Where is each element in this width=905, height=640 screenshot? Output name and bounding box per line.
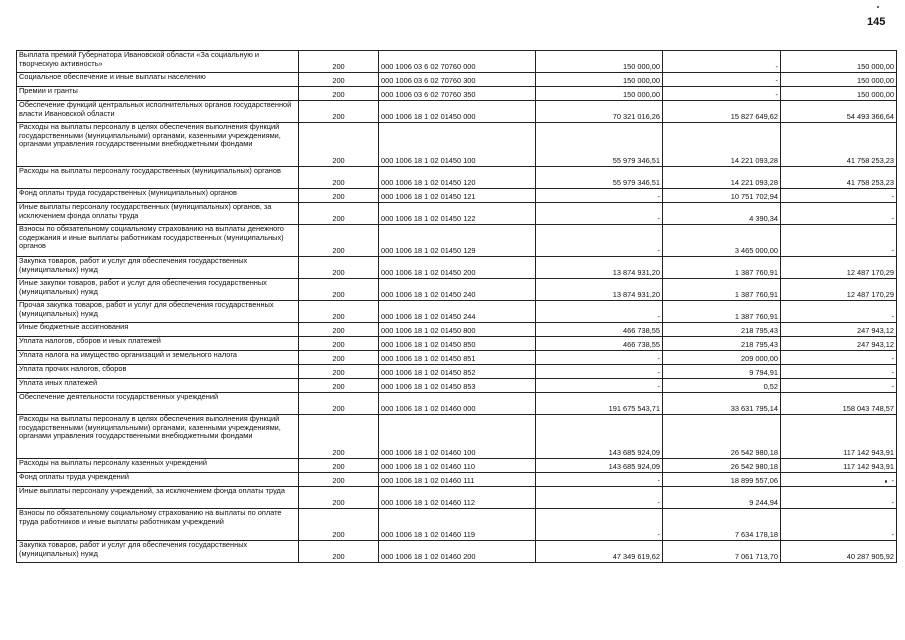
row-budget-code-cell: 000 1006 03 6 02 70760 000 [379, 51, 536, 73]
row-executed-amount-cell: - [663, 73, 781, 87]
row-name-cell: Премии и гранты [17, 87, 299, 101]
row-budget-code-cell: 000 1006 03 6 02 70760 300 [379, 73, 536, 87]
row-remaining-amount-cell: 12 487 170,29 [781, 257, 897, 279]
row-remaining-amount-cell: 150 000,00 [781, 73, 897, 87]
table-row [17, 393, 897, 415]
row-admin-code-cell: 200 [299, 73, 379, 87]
row-executed-amount-cell: 15 827 649,62 [663, 101, 781, 123]
row-executed-amount-cell: 218 795,43 [663, 337, 781, 351]
row-remaining-amount-cell: 117 142 943,91 [781, 459, 897, 473]
row-executed-amount-cell: 1 387 760,91 [663, 301, 781, 323]
row-executed-amount-cell: 7 634 178,18 [663, 509, 781, 541]
row-budget-code-cell: 000 1006 18 1 02 01450 852 [379, 365, 536, 379]
row-admin-code-cell: 200 [299, 123, 379, 167]
row-admin-code-cell: 200 [299, 189, 379, 203]
row-budget-code-cell: 000 1006 18 1 02 01450 122 [379, 203, 536, 225]
row-name-cell: Иные бюджетные ассигнования [17, 323, 299, 337]
row-budget-code-cell: 000 1006 18 1 02 01460 111 [379, 473, 536, 487]
row-planned-amount-cell: 191 675 543,71 [536, 393, 663, 415]
row-planned-amount-cell: - [536, 203, 663, 225]
row-admin-code-cell: 200 [299, 379, 379, 393]
table-row [17, 51, 897, 73]
table-row [17, 203, 897, 225]
table-row [17, 379, 897, 393]
row-planned-amount-cell: 466 738,55 [536, 337, 663, 351]
row-name-cell: Взносы по обязательному социальному страхованию на выплаты по оплате труда работников и иные выплаты работникам учреждений [17, 509, 299, 541]
table-row [17, 225, 897, 257]
row-executed-amount-cell: 26 542 980,18 [663, 459, 781, 473]
row-name-cell: Иные выплаты персоналу учреждений, за исключением фонда оплаты труда [17, 487, 299, 509]
row-executed-amount-cell: 3 465 000,00 [663, 225, 781, 257]
row-name-cell: Уплата иных платежей [17, 379, 299, 393]
row-executed-amount-cell: 26 542 980,18 [663, 415, 781, 459]
table-row [17, 509, 897, 541]
row-budget-code-cell: 000 1006 18 1 02 01450 850 [379, 337, 536, 351]
row-planned-amount-cell: - [536, 509, 663, 541]
row-executed-amount-cell: 209 000,00 [663, 351, 781, 365]
row-planned-amount-cell: 55 979 346,51 [536, 123, 663, 167]
row-admin-code-cell: 200 [299, 541, 379, 563]
row-remaining-amount-cell: - [781, 225, 897, 257]
row-admin-code-cell: 200 [299, 459, 379, 473]
row-planned-amount-cell: - [536, 379, 663, 393]
scan-speck [877, 6, 879, 8]
row-admin-code-cell: 200 [299, 301, 379, 323]
row-planned-amount-cell: 466 738,55 [536, 323, 663, 337]
row-budget-code-cell: 000 1006 18 1 02 01450 853 [379, 379, 536, 393]
row-remaining-amount-cell: - [781, 473, 897, 487]
table-row [17, 257, 897, 279]
row-budget-code-cell: 000 1006 18 1 02 01450 129 [379, 225, 536, 257]
page-number: 145 [867, 16, 886, 28]
row-remaining-amount-cell: - [781, 203, 897, 225]
row-planned-amount-cell: - [536, 189, 663, 203]
row-planned-amount-cell: 150 000,00 [536, 73, 663, 87]
row-name-cell: Взносы по обязательному социальному страхованию на выплаты денежного содержания и иные выплаты работникам государственных (муниципальных) органов [17, 225, 299, 257]
row-name-cell: Социальное обеспечение и иные выплаты населению [17, 73, 299, 87]
row-budget-code-cell: 000 1006 18 1 02 01450 244 [379, 301, 536, 323]
row-admin-code-cell: 200 [299, 101, 379, 123]
row-name-cell: Расходы на выплаты персоналу в целях обеспечения выполнения функций государственными (муниципальными) органами, казенными учреждениями, органами управления государственными внебюджетными фондами [17, 123, 299, 167]
row-remaining-amount-cell: 158 043 748,57 [781, 393, 897, 415]
row-name-cell: Уплата налогов, сборов и иных платежей [17, 337, 299, 351]
budget-table-body [17, 51, 897, 563]
row-name-cell: Уплата налога на имущество организаций и земельного налога [17, 351, 299, 365]
row-budget-code-cell: 000 1006 18 1 02 01450 240 [379, 279, 536, 301]
table-row [17, 279, 897, 301]
row-executed-amount-cell: 10 751 702,94 [663, 189, 781, 203]
row-admin-code-cell: 200 [299, 509, 379, 541]
row-name-cell: Закупка товаров, работ и услуг для обеспечения государственных (муниципальных) нужд [17, 541, 299, 563]
table-row [17, 87, 897, 101]
row-admin-code-cell: 200 [299, 87, 379, 101]
row-remaining-amount-cell: 247 943,12 [781, 337, 897, 351]
row-planned-amount-cell: 47 349 619,62 [536, 541, 663, 563]
table-row [17, 365, 897, 379]
row-name-cell: Иные выплаты персоналу государственных (муниципальных) органов, за исключением фонда оплаты труда [17, 203, 299, 225]
row-name-cell: Прочая закупка товаров, работ и услуг для обеспечения государственных (муниципальных) нужд [17, 301, 299, 323]
row-admin-code-cell: 200 [299, 473, 379, 487]
row-budget-code-cell: 000 1006 18 1 02 01450 120 [379, 167, 536, 189]
row-name-cell: Фонд оплаты труда государственных (муниципальных) органов [17, 189, 299, 203]
row-remaining-amount-cell: - [781, 301, 897, 323]
row-executed-amount-cell: - [663, 51, 781, 73]
row-admin-code-cell: 200 [299, 225, 379, 257]
row-executed-amount-cell: 9 244,94 [663, 487, 781, 509]
row-executed-amount-cell: 14 221 093,28 [663, 167, 781, 189]
row-budget-code-cell: 000 1006 18 1 02 01460 000 [379, 393, 536, 415]
row-name-cell: Выплата премий Губернатора Ивановской области «За социальную и творческую активность» [17, 51, 299, 73]
row-executed-amount-cell: 4 390,34 [663, 203, 781, 225]
row-planned-amount-cell: 143 685 924,09 [536, 415, 663, 459]
row-remaining-amount-cell: - [781, 189, 897, 203]
table-row [17, 487, 897, 509]
row-remaining-amount-cell: - [781, 379, 897, 393]
table-row [17, 459, 897, 473]
row-remaining-amount-cell: - [781, 351, 897, 365]
row-admin-code-cell: 200 [299, 365, 379, 379]
row-remaining-amount-cell: - [781, 509, 897, 541]
row-remaining-amount-cell: 247 943,12 [781, 323, 897, 337]
table-row [17, 123, 897, 167]
row-admin-code-cell: 200 [299, 323, 379, 337]
row-planned-amount-cell: - [536, 301, 663, 323]
row-remaining-amount-cell: 40 287 905,92 [781, 541, 897, 563]
row-budget-code-cell: 000 1006 18 1 02 01450 121 [379, 189, 536, 203]
row-remaining-amount-cell: 41 758 253,23 [781, 123, 897, 167]
row-name-cell: Закупка товаров, работ и услуг для обеспечения государственных (муниципальных) нужд [17, 257, 299, 279]
row-remaining-amount-cell: 150 000,00 [781, 51, 897, 73]
row-admin-code-cell: 200 [299, 279, 379, 301]
table-row [17, 167, 897, 189]
row-remaining-amount-cell: 150 000,00 [781, 87, 897, 101]
row-name-cell: Обеспечение функций центральных исполнительных органов государственной власти Ивановской области [17, 101, 299, 123]
budget-table [16, 50, 897, 563]
row-budget-code-cell: 000 1006 18 1 02 01460 112 [379, 487, 536, 509]
table-row [17, 73, 897, 87]
row-planned-amount-cell: 143 685 924,09 [536, 459, 663, 473]
row-admin-code-cell: 200 [299, 257, 379, 279]
row-planned-amount-cell: 13 874 931,20 [536, 257, 663, 279]
table-row [17, 189, 897, 203]
row-admin-code-cell: 200 [299, 203, 379, 225]
row-executed-amount-cell: 33 631 795,14 [663, 393, 781, 415]
row-executed-amount-cell: 7 061 713,70 [663, 541, 781, 563]
row-budget-code-cell: 000 1006 18 1 02 01450 800 [379, 323, 536, 337]
row-admin-code-cell: 200 [299, 167, 379, 189]
row-name-cell: Фонд оплаты труда учреждений [17, 473, 299, 487]
row-budget-code-cell: 000 1006 18 1 02 01460 110 [379, 459, 536, 473]
row-remaining-amount-cell: 117 142 943,91 [781, 415, 897, 459]
row-budget-code-cell: 000 1006 18 1 02 01460 119 [379, 509, 536, 541]
row-planned-amount-cell: - [536, 365, 663, 379]
row-executed-amount-cell: 218 795,43 [663, 323, 781, 337]
row-remaining-amount-cell: 54 493 366,64 [781, 101, 897, 123]
row-executed-amount-cell: - [663, 87, 781, 101]
row-budget-code-cell: 000 1006 18 1 02 01460 200 [379, 541, 536, 563]
row-remaining-amount-cell: - [781, 487, 897, 509]
row-budget-code-cell: 000 1006 18 1 02 01450 000 [379, 101, 536, 123]
row-admin-code-cell: 200 [299, 337, 379, 351]
row-name-cell: Расходы на выплаты персоналу казенных учреждений [17, 459, 299, 473]
row-name-cell: Иные закупки товаров, работ и услуг для обеспечения государственных (муниципальных) нужд [17, 279, 299, 301]
row-name-cell: Уплата прочих налогов, сборов [17, 365, 299, 379]
row-executed-amount-cell: 0,52 [663, 379, 781, 393]
row-planned-amount-cell: 150 000,00 [536, 51, 663, 73]
row-planned-amount-cell: - [536, 473, 663, 487]
table-row [17, 301, 897, 323]
row-remaining-amount-cell: 41 758 253,23 [781, 167, 897, 189]
row-planned-amount-cell: 55 979 346,51 [536, 167, 663, 189]
row-admin-code-cell: 200 [299, 393, 379, 415]
row-name-cell: Расходы на выплаты персоналу государственных (муниципальных) органов [17, 167, 299, 189]
table-row [17, 541, 897, 563]
row-remaining-amount-cell: - [781, 365, 897, 379]
row-name-cell: Обеспечение деятельности государственных учреждений [17, 393, 299, 415]
row-admin-code-cell: 200 [299, 487, 379, 509]
row-budget-code-cell: 000 1006 03 6 02 70760 350 [379, 87, 536, 101]
row-planned-amount-cell: 150 000,00 [536, 87, 663, 101]
row-executed-amount-cell: 9 794,91 [663, 365, 781, 379]
row-planned-amount-cell: - [536, 351, 663, 365]
row-name-cell: Расходы на выплаты персоналу в целях обеспечения выполнения функций государственными (муниципальными) органами, казенными учреждениями, органами управления государственными внебюджетными фондами [17, 415, 299, 459]
row-admin-code-cell: 200 [299, 415, 379, 459]
row-planned-amount-cell: 70 321 016,26 [536, 101, 663, 123]
row-planned-amount-cell: 13 874 931,20 [536, 279, 663, 301]
table-row [17, 473, 897, 487]
row-planned-amount-cell: - [536, 487, 663, 509]
row-executed-amount-cell: 14 221 093,28 [663, 123, 781, 167]
row-admin-code-cell: 200 [299, 51, 379, 73]
row-budget-code-cell: 000 1006 18 1 02 01450 100 [379, 123, 536, 167]
row-executed-amount-cell: 1 387 760,91 [663, 257, 781, 279]
table-row [17, 101, 897, 123]
row-planned-amount-cell: - [536, 225, 663, 257]
row-admin-code-cell: 200 [299, 351, 379, 365]
table-row [17, 415, 897, 459]
row-remaining-amount-cell: 12 487 170,29 [781, 279, 897, 301]
row-executed-amount-cell: 18 899 557,06 [663, 473, 781, 487]
row-budget-code-cell: 000 1006 18 1 02 01450 200 [379, 257, 536, 279]
table-row [17, 323, 897, 337]
table-row [17, 351, 897, 365]
row-budget-code-cell: 000 1006 18 1 02 01460 100 [379, 415, 536, 459]
table-row [17, 337, 897, 351]
row-executed-amount-cell: 1 387 760,91 [663, 279, 781, 301]
row-budget-code-cell: 000 1006 18 1 02 01450 851 [379, 351, 536, 365]
